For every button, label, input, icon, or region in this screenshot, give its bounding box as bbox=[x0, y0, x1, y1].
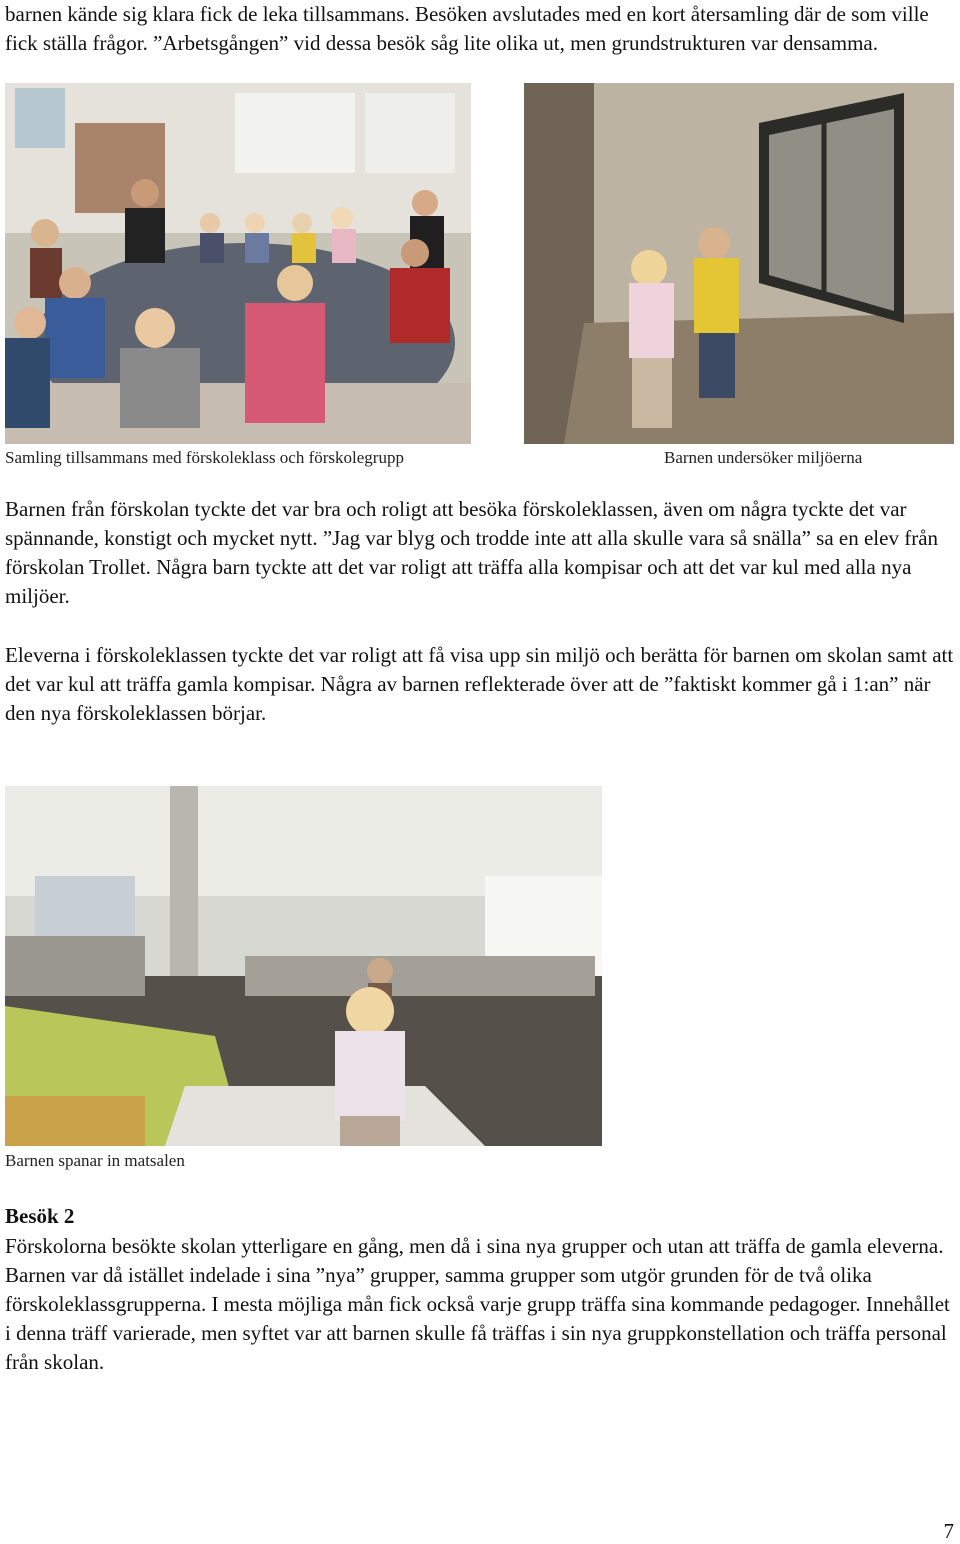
paragraph-preschool: Barnen från förskolan tyckte det var bra och roligt att besöka förskoleklassen, även om några tyckte det var spännande, konstigt och mycket nytt. ”Jag var blyg och trodde inte att alla skulle vara så snälla” sa en elev från förskolan Trollet. Några barn tyckte att det var roligt att träffa alla kompisar och att det var kul med alla nya miljöer. bbox=[5, 497, 939, 608]
intro-paragraph: barnen kände sig klara fick de leka tillsammans. Besöken avslutades med en kort återsamling där de som ville fick ställa frågor. ”Arbetsgången” vid dessa besök såg lite olika ut, men grundstrukturen var densamma. bbox=[5, 2, 929, 55]
exploring-photo bbox=[524, 83, 954, 444]
circle-gathering-caption: Samling tillsammans med förskoleklass och förskolegrupp bbox=[5, 448, 404, 467]
dining-hall-caption: Barnen spanar in matsalen bbox=[5, 1151, 185, 1170]
section-heading: Besök 2 bbox=[5, 1204, 75, 1228]
section-body: Förskolorna besökte skolan ytterligare en gång, men då i sina nya grupper och utan att träffa de gamla eleverna. Barnen var då istället indelade i sina ”nya” grupper, samma grupper som utgör grunden för de två olika förskoleklassgrupperna. I mesta möjliga mån fick också varje grupp träffa sina kommande pedagoger. Innehållet i denna träff varierade, men syftet var att barnen skulle få träffas i sin nya gruppkonstellation och träffa personal från skolan. bbox=[5, 1234, 950, 1374]
paragraph-students: Eleverna i förskoleklassen tyckte det var roligt att få visa upp sin miljö och berätta för barnen om skolan samt att det var kul att träffa gamla kompisar. Några av barnen reflekterade över att de ”faktiskt kommer gå i 1:an” när den nya förskoleklassen börjar. bbox=[5, 643, 954, 725]
exploring-caption: Barnen undersöker miljöerna bbox=[664, 448, 863, 467]
circle-gathering-photo bbox=[5, 83, 471, 444]
page-number: 7 bbox=[943, 1519, 954, 1543]
dining-hall-photo bbox=[5, 786, 602, 1146]
